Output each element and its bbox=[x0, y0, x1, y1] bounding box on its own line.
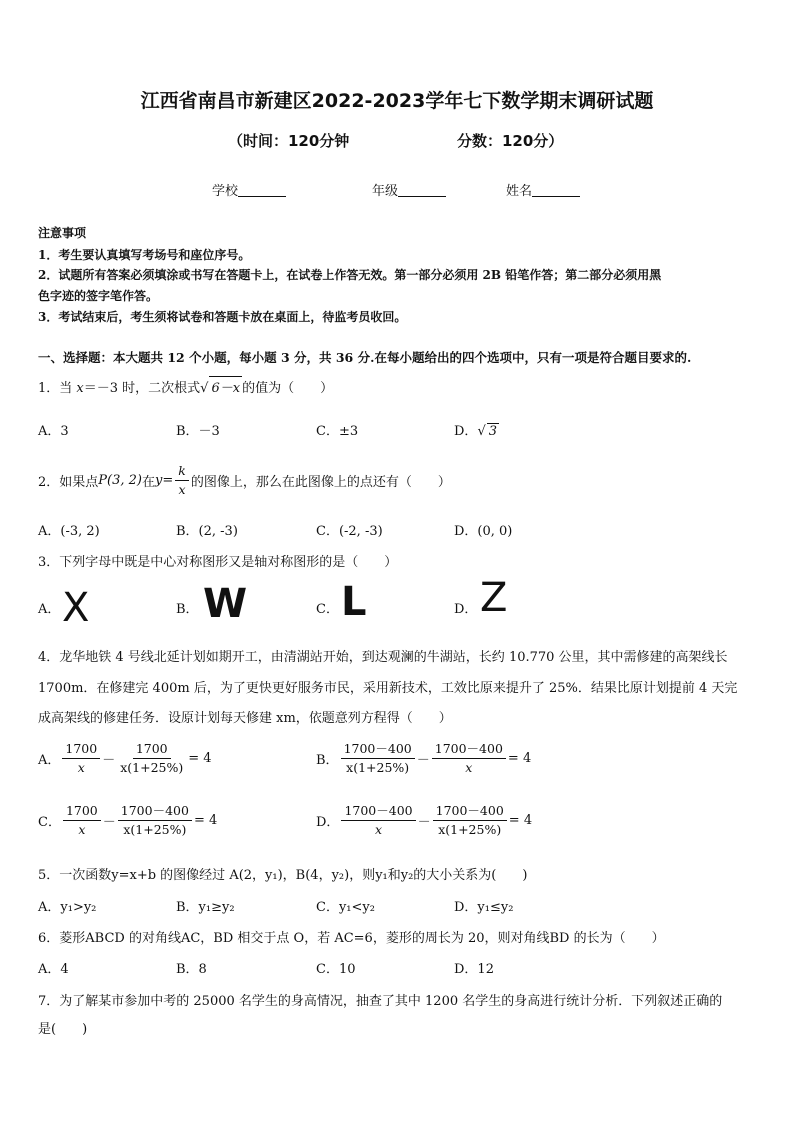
option-b[interactable]: B．y₁≥y₂ bbox=[176, 900, 235, 915]
note-item: 色字迹的签字笔作答。 bbox=[38, 289, 159, 303]
question-1: 1．当 x＝－3 时，二次根式√ 6－x 的值为（ ） bbox=[38, 376, 333, 396]
option-d[interactable]: D．y₁≤y₂ bbox=[454, 900, 514, 915]
option-d-label[interactable]: D． bbox=[454, 602, 478, 617]
option-c[interactable]: C． $\frac{1700}{x}$ － $\frac{1700-400}{x(1+25\%)}$ = 4 bbox=[38, 803, 218, 837]
radical: 6－x bbox=[209, 376, 242, 396]
letter-x-figure: X bbox=[62, 585, 90, 631]
section-heading: 一、选择题：本大题共 12 个小题，每小题 3 分，共 36 分.在每小题给出的四个选项中，只有一项是符合题目要求的. bbox=[38, 350, 692, 365]
note-item: 1．考生要认真填写考场号和座位序号。 bbox=[38, 248, 251, 262]
name-blank[interactable] bbox=[532, 183, 580, 197]
question-3: 3．下列字母中既是中心对称图形又是轴对称图形的是（ ） bbox=[38, 555, 398, 570]
question-5: 5．一次函数y=x+b 的图像经过 A(2，y₁)，B(4，y₂)，则y₁和y₂的大小关系为( ) bbox=[38, 868, 528, 883]
option-d[interactable]: D． $\frac{1700-400}{x}$ － $\frac{1700-400}{x(1+25\%)}$ = 4 bbox=[316, 803, 533, 837]
option-a[interactable]: A．y₁>y₂ bbox=[38, 900, 97, 915]
grade-label: 年级 bbox=[372, 184, 399, 199]
question-6: 6．菱形ABCD 的对角线AC，BD 相交于点 O，若 AC=6，菱形的周长为 20，则对角线BD 的长为（ ） bbox=[38, 931, 665, 946]
option-a-label[interactable]: A． bbox=[38, 602, 61, 617]
option-a[interactable]: A．4 bbox=[38, 962, 69, 977]
option-d[interactable]: D．12 bbox=[454, 962, 494, 977]
option-c-label[interactable]: C． bbox=[316, 602, 339, 617]
grade-blank[interactable] bbox=[398, 183, 446, 197]
question-4-line: 4．龙华地铁 4 号线北延计划如期开工，由清湖站开始，到达观澜的牛湖站，长约 10.770 公里，其中需修建的高架线长 bbox=[38, 650, 728, 665]
exam-time: （时间：120分钟 bbox=[228, 132, 350, 150]
option-c[interactable]: C．(-2, -3) bbox=[316, 524, 383, 539]
option-a[interactable]: A． $\frac{1700}{x}$ － $\frac{1700}{x(1+25\%)}$ = 4 bbox=[38, 741, 212, 775]
name-label: 姓名 bbox=[506, 184, 533, 199]
notes-heading: 注意事项 bbox=[38, 226, 87, 240]
school-field bbox=[212, 180, 286, 199]
letter-z-figure: Z bbox=[480, 575, 508, 621]
name-field bbox=[506, 180, 580, 199]
letter-w-figure: W bbox=[203, 581, 248, 627]
option-d[interactable]: D．√ 3 bbox=[454, 424, 498, 439]
option-b[interactable]: B． $\frac{1700-400}{x(1+25\%)}$ － $\frac{1700-400}{x}$ = 4 bbox=[316, 741, 532, 775]
option-c[interactable]: C．10 bbox=[316, 962, 356, 977]
note-item: 2．试题所有答案必须填涂或书写在答题卡上，在试卷上作答无效。第一部分必须用 2B 铅笔作答；第二部分必须用黑 bbox=[38, 268, 662, 282]
question-7-line: 是( ) bbox=[38, 1022, 88, 1037]
option-b[interactable]: B．－3 bbox=[176, 424, 220, 439]
exam-score: 分数：120分） bbox=[457, 132, 564, 150]
grade-field bbox=[372, 180, 446, 199]
option-b-label[interactable]: B． bbox=[176, 602, 199, 617]
school-label: 学校 bbox=[212, 184, 239, 199]
radical: 3 bbox=[488, 424, 498, 439]
school-blank[interactable] bbox=[238, 183, 286, 197]
question-2: 2．如果点 P(3, 2) 在 y = $\frac{k}{x}$ 的图像上，那么在此图像上的点还有（ ） bbox=[38, 463, 451, 497]
option-b[interactable]: B．8 bbox=[176, 962, 207, 977]
fraction: $\frac{k}{x}$ bbox=[175, 463, 189, 498]
exam-title: 江西省南昌市新建区2022-2023学年七下数学期末调研试题 bbox=[140, 90, 654, 112]
question-7-line: 7．为了解某市参加中考的 25000 名学生的身高情况，抽查了其中 1200 名学生的身高进行统计分析．下列叙述正确的 bbox=[38, 994, 723, 1009]
question-4-line: 1700m．在修建完 400m 后，为了更快更好服务市民，采用新技术，工效比原来提升了 25%．结果比原计划提前 4 天完 bbox=[38, 681, 738, 696]
letter-l-figure: L bbox=[341, 579, 367, 625]
note-item: 3．考试结束后，考生须将试卷和答题卡放在桌面上，待监考员收回。 bbox=[38, 310, 407, 324]
option-d[interactable]: D．(0, 0) bbox=[454, 524, 513, 539]
option-a[interactable]: A．3 bbox=[38, 424, 69, 439]
question-4-line: 成高架线的修建任务．设原计划每天修建 xm，依题意列方程得（ ） bbox=[38, 711, 452, 726]
option-c[interactable]: C．±3 bbox=[316, 424, 359, 439]
option-b[interactable]: B．(2, -3) bbox=[176, 524, 238, 539]
option-a[interactable]: A．(-3, 2) bbox=[38, 524, 100, 539]
option-c[interactable]: C．y₁<y₂ bbox=[316, 900, 375, 915]
